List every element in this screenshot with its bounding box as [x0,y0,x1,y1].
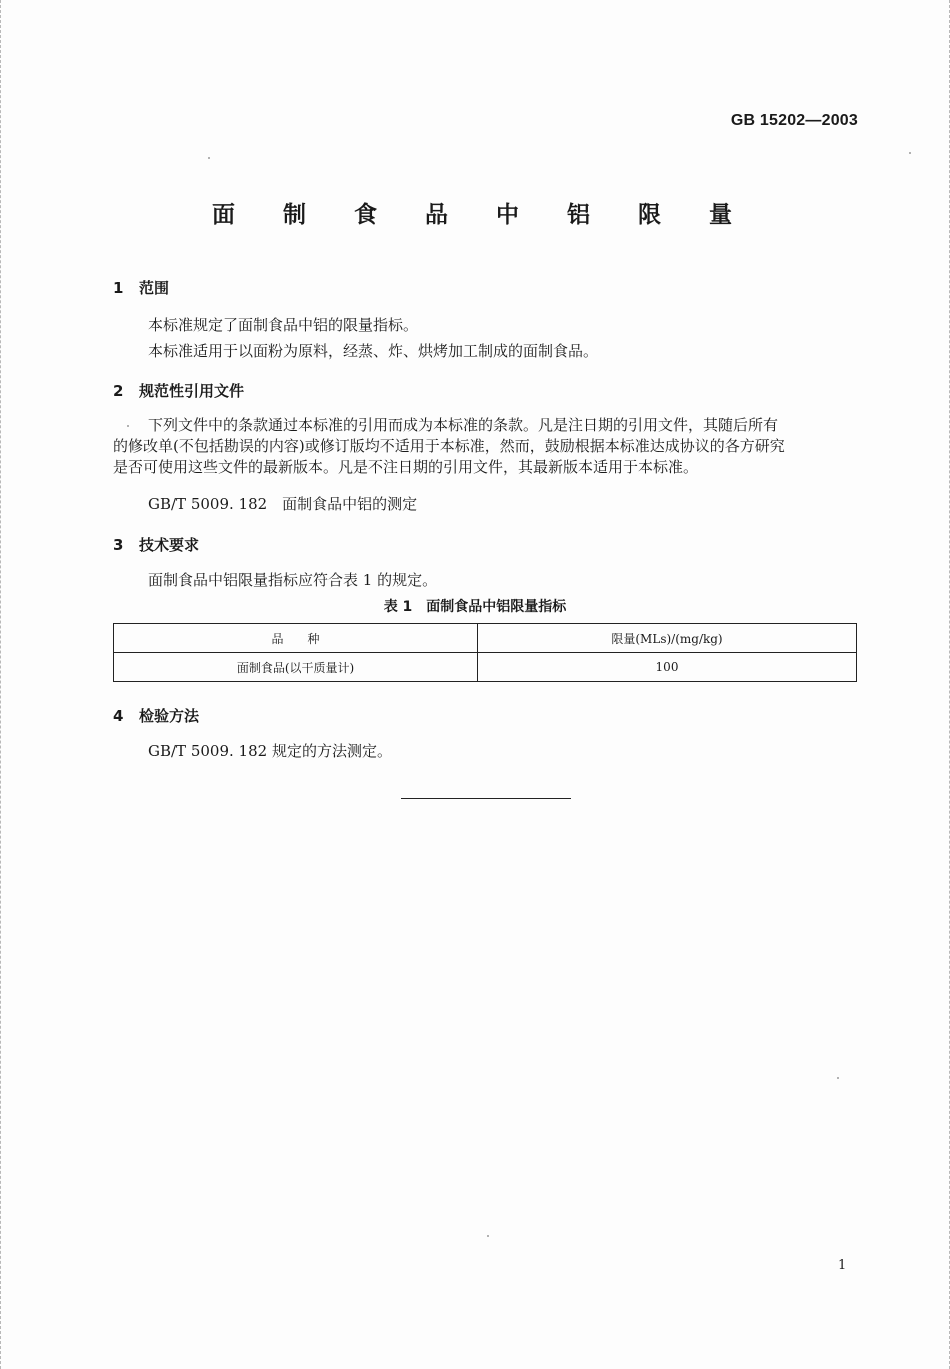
table-header-limit: 限量(MLs)/(mg/kg) [478,624,857,653]
section-2-paragraph [113,415,861,478]
table-header-row [114,624,857,653]
scan-speck [127,425,129,427]
table-caption: 表 1 面制食品中铝限量指标 [383,599,567,615]
section-3-title: 技术要求 [139,536,200,554]
aluminium-limit-table [113,623,857,682]
section-4-title: 检验方法 [139,707,200,725]
cited-document: GB/T 5009. 182 面制食品中铝的测定 [148,495,418,513]
end-rule [401,798,571,799]
section-1-paragraph-1: 本标准规定了面制食品中铝的限量指标。 [148,316,419,334]
section-2-line-2: 的修改单(不包括勘误的内容)或修订版均不适用于本标准，然而，鼓励根据本标准达成协议的各方研究 [113,437,785,455]
section-3-number: 3 [113,536,124,554]
scan-speck [837,1077,839,1079]
section-2-line-3: 是否可使用这些文件的最新版本。凡是不注日期的引用文件，其最新版本适用于本标准。 [113,458,699,476]
document-title: 面 制 食 品 中 铝 限 量 [211,202,753,228]
section-3-heading [113,534,199,555]
section-4-paragraph: GB/T 5009. 182 规定的方法测定。 [148,742,392,760]
scan-speck [487,1235,489,1237]
section-1-heading [113,277,169,298]
table-row [114,653,857,682]
section-1-title: 范围 [139,279,170,297]
section-1-paragraph-2: 本标准适用于以面粉为原料，经蒸、炸、烘烤加工制成的面制食品。 [148,342,599,360]
section-2-title: 规范性引用文件 [139,382,245,400]
table-header-variety: 品 种 [114,624,478,653]
section-2-line-1: 下列文件中的条款通过本标准的引用而成为本标准的条款。凡是注日期的引用文件，其随后所有 [148,416,779,434]
section-4-number: 4 [113,707,124,725]
section-1-number: 1 [113,279,124,297]
section-3-paragraph: 面制食品中铝限量指标应符合表 1 的规定。 [148,571,438,589]
scan-speck [208,157,210,159]
standard-number: GB 15202—2003 [730,112,858,129]
table-cell-variety: 面制食品(以干质量计) [114,653,478,682]
table-cell-limit: 100 [478,653,857,682]
section-4-heading [113,705,199,726]
section-2-heading [113,380,244,401]
section-2-number: 2 [113,382,124,400]
scan-speck [909,152,911,154]
page-number: 1 [838,1258,847,1273]
